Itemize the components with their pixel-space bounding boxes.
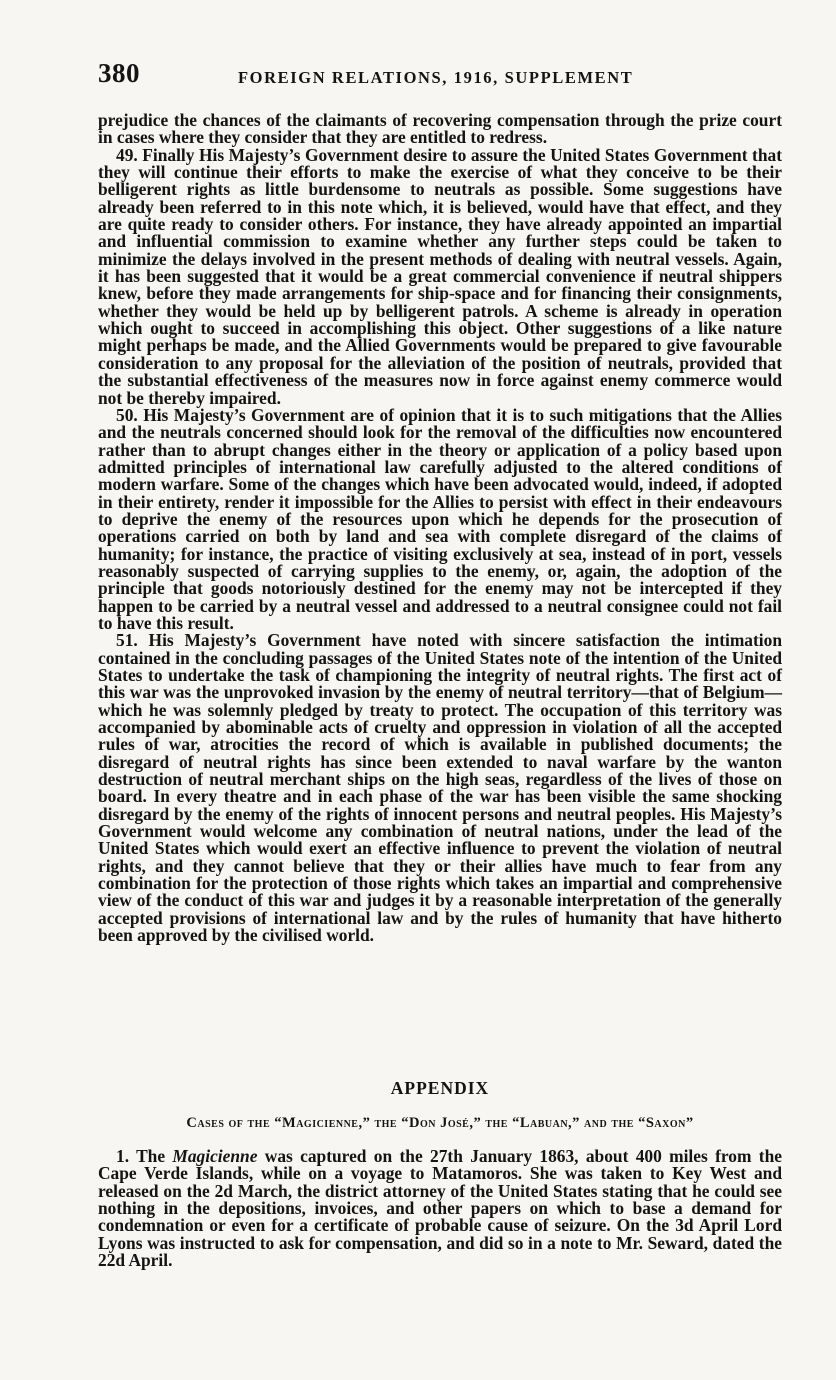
appendix-title: APPENDIX xyxy=(390,1078,490,1098)
ship-name: Magicienne xyxy=(172,1146,258,1166)
appendix-paragraph-1 xyxy=(98,1148,782,1269)
appendix-paragraph-text: was captured on the 27th January 1863, about 400 miles from the Cape Verde Islands, while on a voyage to Matamoros. She was taken to Key West and released on the 2d March, the district attorney of the United States stating that he could see nothing in the depositions, invoices, and other papers on which to base a demand for condemnation or even for a certificate of probable cause of seizure. On the 3d April Lord Lyons was instructed to ask for compensation, and did so in a note to Mr. Seward, dated the 22d April. xyxy=(98,1146,782,1271)
paragraph-51: 51. His Majesty’s Government have noted with sincere satisfaction the intimation contained in the concluding passages of the United States note of the intention of the United States to undertake the task of championing the integrity of neutral rights. The first act of this war was the unprovoked invasion by the enemy of neutral territory—that of Belgium—which he was solemnly pledged by treaty to protect. The occupation of this territory was accompanied by abominable acts of cruelty and oppression in violation of all the accepted rules of war, atrocities the record of which is available in published documents; the disregard of neutral rights has since been extended to naval warfare by the wanton destruction of neutral merchant ships on the high seas, regardless of the lives of those on board. In every theatre and in each phase of the war has been visible the same shocking disregard by the enemy of the rights of innocent persons and neutral peoples. His Majesty’s Government would welcome any combination of neutral nations, under the lead of the United States which would exert an effective influence to prevent the violation of neutral rights, and they cannot believe that they or their allies have much to fear from any combination for the protection of those rights which takes an impartial and comprehensive view of the conduct of this war and judges it by a reasonable interpretation of the generally accepted provisions of international law and by the rules of humanity that have hitherto been approved by the civilised world. xyxy=(98,630,782,946)
running-title: FOREIGN RELATIONS, 1916, SUPPLEMENT xyxy=(238,68,634,87)
main-text xyxy=(98,112,782,945)
paragraph-continuation: prejudice the chances of the claimants of recovering compensation through the prize court in cases where they consider that they are entitled to redress. xyxy=(98,110,782,148)
paragraph-50: 50. His Majesty’s Government are of opinion that it is to such mitigations that the Allies and the neutrals concerned should look for the removal of the difficulties now encountered rather than to abrupt changes either in the theory or application of a policy based upon admitted principles of international law carefully adjusted to the altered conditions of modern warfare. Some of the changes which have been advocated would, indeed, if adopted in their entirety, render it impossible for the Allies to persist with effect in their endeavours to deprive the enemy of the resources upon which he depends for the prosecution of operations carried on both by land and sea with complete disregard of the claims of humanity; for instance, the practice of visiting exclusively at sea, instead of in port, vessels reasonably suspected of carrying supplies to the enemy, or, again, the adoption of the principle that goods notoriously destined for the enemy may not be intercepted if they happen to be carried by a neutral vessel and addressed to a neutral consignee could not fail to have this result. xyxy=(98,404,782,633)
paragraph-49: 49. Finally His Majesty’s Government desire to assure the United States Government that they will continue their efforts to make the exercise of what they conceive to be their belligerent rights as little burdensome to neutrals as possible. Some suggestions have already been referred to in this note which, it is believed, would have that effect, and they are quite ready to consider others. For instance, they have already appointed an impartial and influential commission to examine whether any further steps could be taken to minimize the delays involved in the present methods of dealing with neutral vessels. Again, it has been suggested that it would be a great commercial convenience if neutral shippers knew, before they made arrangements for ship-space and for financing their consignments, whether they would be held up by belligerent patrols. A scheme is already in operation which ought to succeed in accomplishing this object. Other suggestions of a like nature might perhaps be made, and the Allied Governments would be prepared to give favourable consideration to any proposal for the alleviation of the position of neutrals, provided that the substantial effectiveness of the measures now in force against enemy commerce would not be thereby impaired. xyxy=(98,144,782,408)
appendix-section xyxy=(98,1078,782,1269)
page-number: 380 xyxy=(98,58,140,88)
appendix-paragraph-number: 1. The xyxy=(116,1146,173,1166)
page-header xyxy=(98,58,780,92)
appendix-subtitle: Cases of the “Magicienne,” the “Don José,” the “Labuan,” and the “Saxon” xyxy=(186,1115,694,1131)
